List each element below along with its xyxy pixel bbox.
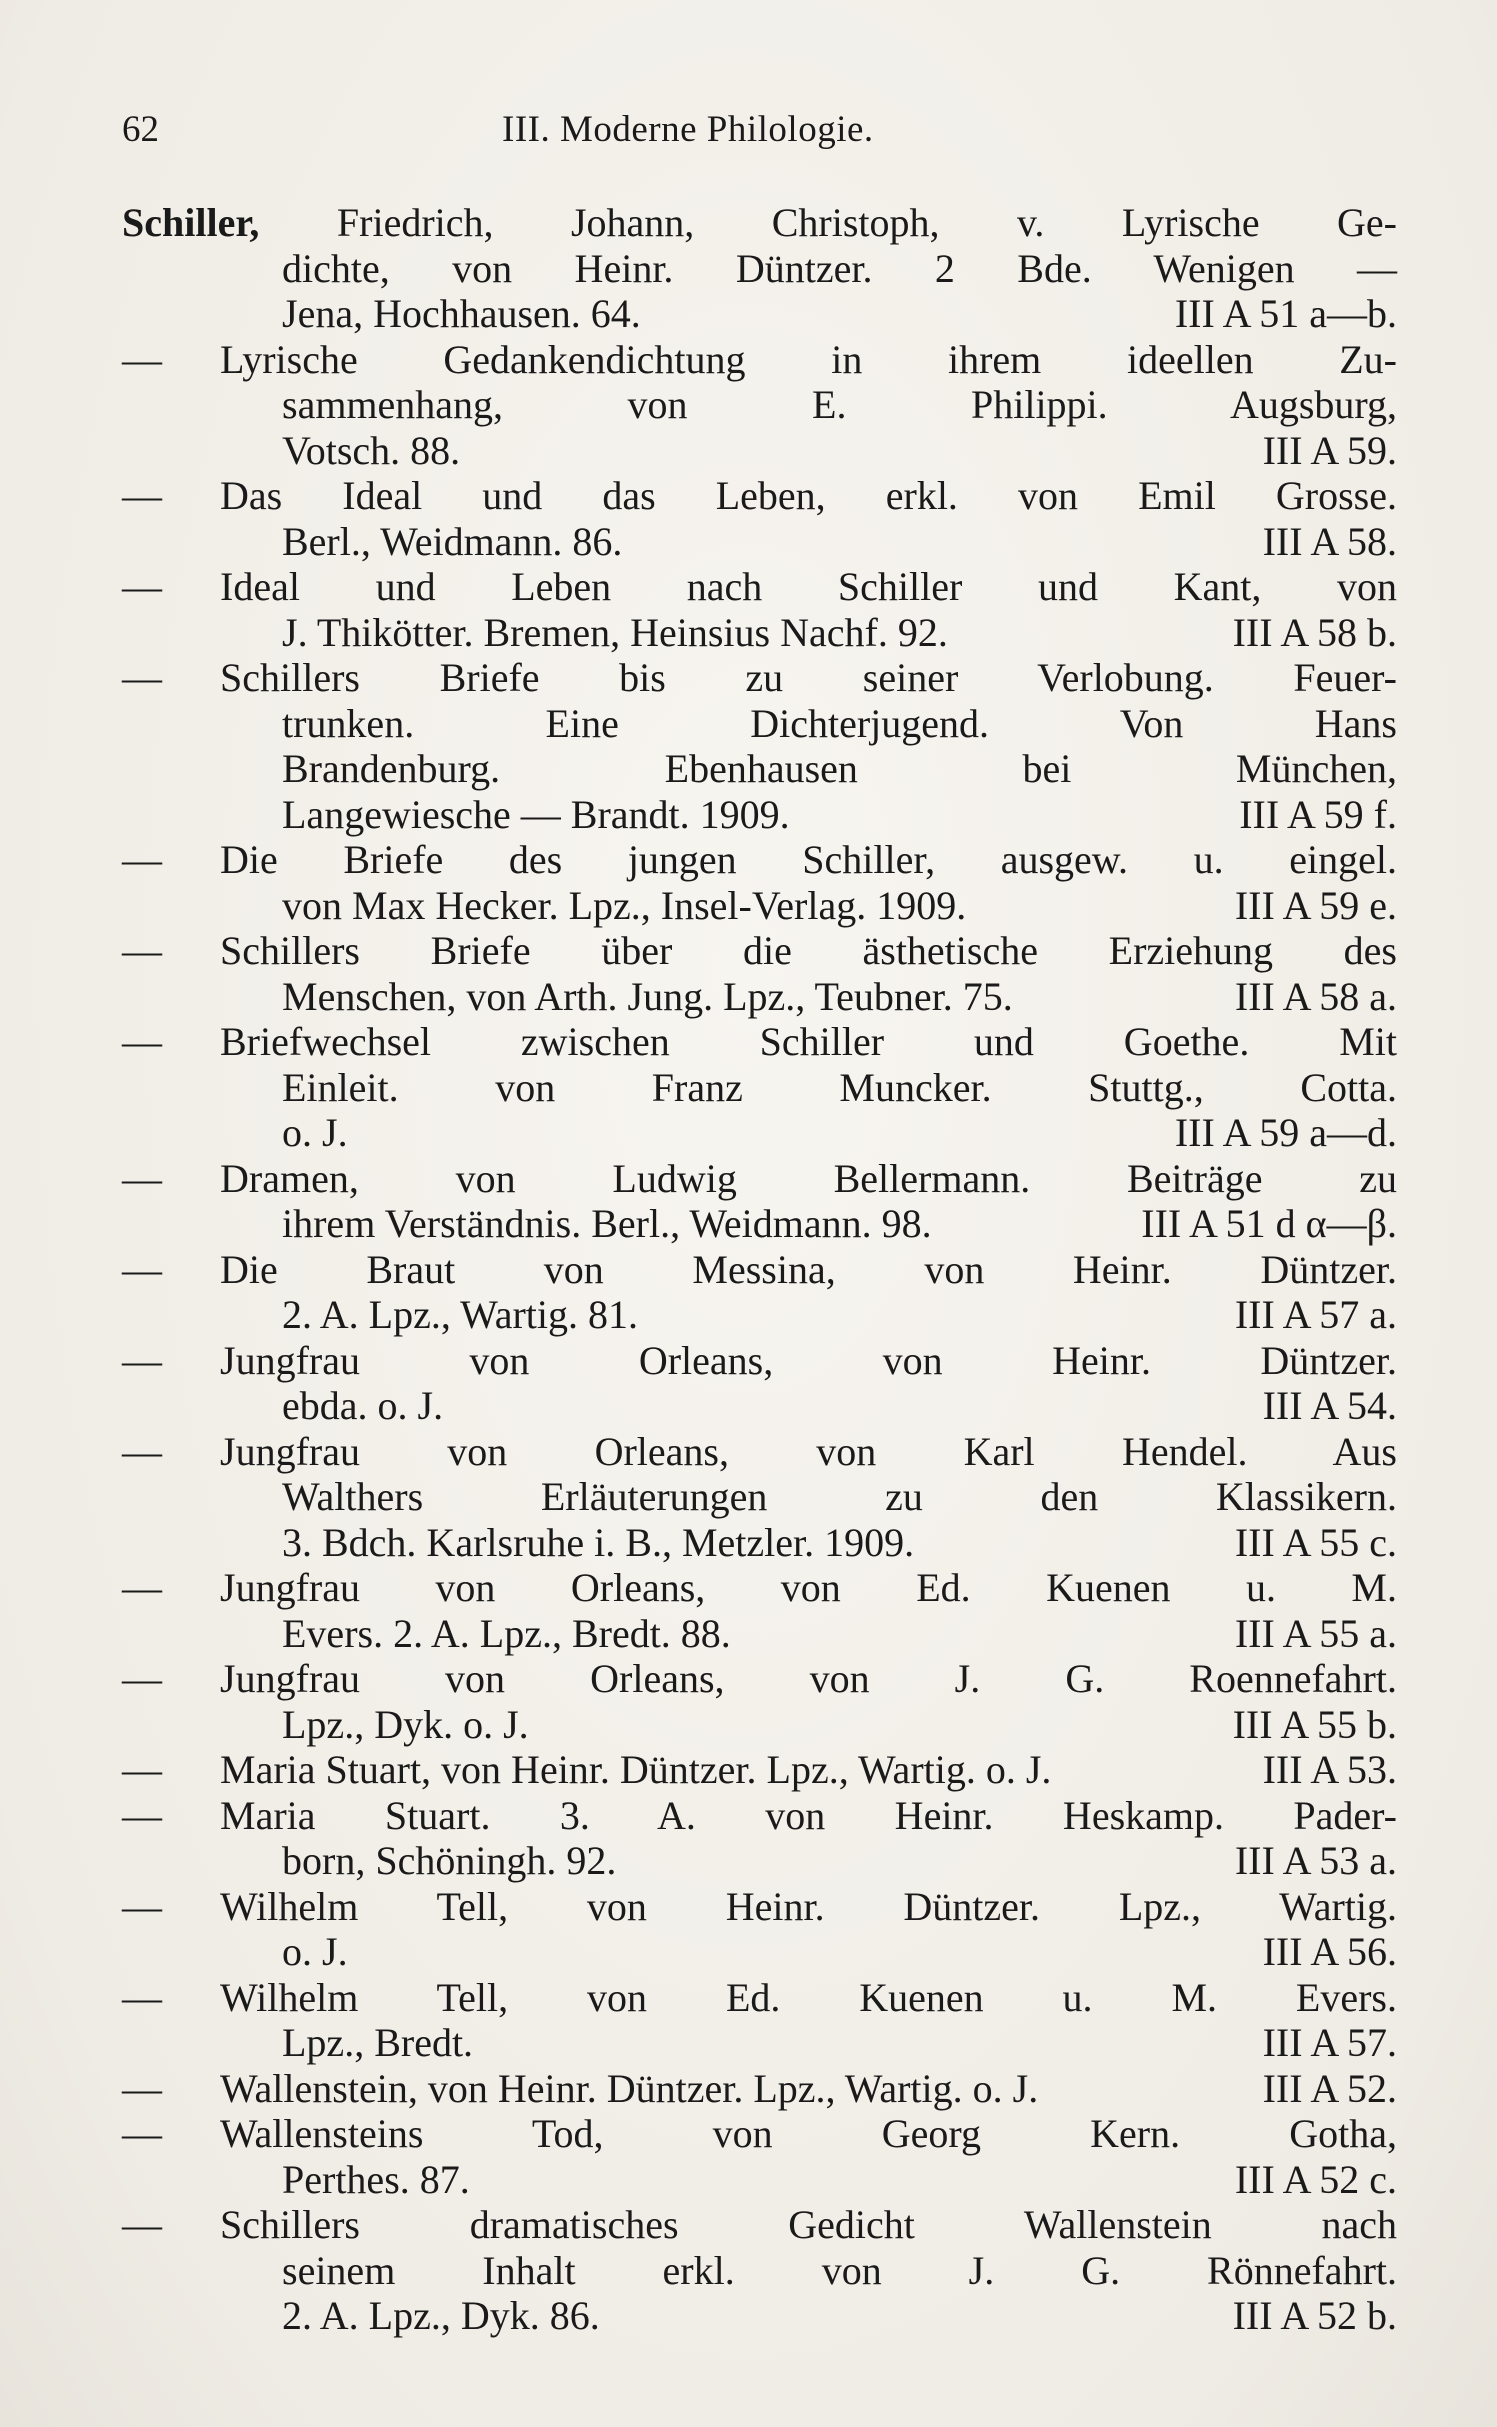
shelf-signature: III A 58 b. — [1232, 609, 1397, 655]
entry-line — [122, 883, 1397, 929]
shelf-signature: III A 57 a. — [1234, 1292, 1397, 1337]
bibliography-entry — [122, 1884, 1397, 1975]
bibliography-entry — [122, 1338, 1397, 1429]
ditto-dash: — — [122, 1792, 162, 1838]
entry-line-text-wrap — [282, 2020, 1243, 2066]
entry-line-text-wrap — [122, 2202, 1397, 2248]
entry-text: ebda. o. J. — [282, 1383, 444, 1428]
entry-text: Jungfrau von Orleans, von J. G. Roennefahrt. — [220, 1656, 1397, 1701]
entry-line — [122, 246, 1397, 292]
entry-line — [122, 655, 1397, 701]
entry-line — [122, 1656, 1397, 1702]
ditto-dash: — — [122, 1337, 162, 1383]
entry-line-text-wrap — [122, 1565, 1397, 1611]
entry-line-text-wrap — [122, 1747, 1243, 1793]
entry-line — [122, 1383, 1397, 1429]
entry-line — [122, 1429, 1397, 1475]
shelf-signature: III A 59 a—d. — [1174, 1110, 1397, 1155]
entry-text: Jungfrau von Orleans, von Karl Hendel. Aus — [220, 1428, 1397, 1474]
entry-text: von Max Hecker. Lpz., Insel-Verlag. 1909. — [282, 882, 967, 928]
entry-text: Brandenburg. Ebenhausen bei München, — [282, 746, 1397, 791]
entry-line-text-wrap — [122, 2066, 1243, 2112]
ditto-dash: — — [122, 1246, 162, 1292]
ditto-dash: — — [122, 837, 162, 882]
running-title: III. Moderne Philologie. — [502, 109, 874, 150]
entry-line-text-wrap — [122, 1975, 1397, 2021]
entry-line — [122, 200, 1397, 246]
shelf-signature: III A 58 a. — [1234, 973, 1397, 1019]
entry-line-text-wrap — [282, 1611, 1215, 1657]
entry-line — [122, 2066, 1397, 2112]
entry-line-text-wrap — [282, 1474, 1397, 1520]
entry-line — [122, 519, 1397, 565]
ditto-dash: — — [122, 2202, 162, 2247]
entry-text: Schillers dramatisches Gedicht Wallenstein nach — [220, 2202, 1397, 2247]
entry-line-text-wrap — [282, 1065, 1397, 1111]
entry-text: Briefwechsel zwischen Schiller und Goethe. Mit — [220, 1019, 1397, 1064]
shelf-signature: III A 51 a—b. — [1174, 291, 1397, 336]
entry-line-text-wrap — [282, 1201, 1121, 1247]
entry-line-text-wrap — [282, 1383, 1243, 1429]
entry-text: Maria Stuart. 3. A. von Heinr. Heskamp. Pader- — [220, 1792, 1397, 1838]
ditto-dash: — — [122, 1428, 162, 1474]
entry-text: Lyrische Gedankendichtung in ihrem ideellen Zu- — [220, 336, 1397, 382]
entry-text: Evers. 2. A. Lpz., Bredt. 88. — [282, 1610, 731, 1656]
entry-line — [122, 2202, 1397, 2248]
bibliography-entry — [122, 2111, 1397, 2202]
entry-text: Menschen, von Arth. Jung. Lpz., Teubner. 75. — [282, 973, 1013, 1019]
bibliography-entry — [122, 1793, 1397, 1884]
entry-text: sammenhang, von E. Philippi. Augsburg, — [282, 382, 1397, 427]
shelf-signature: III A 57. — [1262, 2020, 1397, 2065]
entry-line — [122, 928, 1397, 974]
bibliography-entry — [122, 837, 1397, 928]
entry-text: Das Ideal und das Leben, erkl. von Emil Grosse. — [220, 473, 1397, 518]
entry-line-text-wrap — [282, 519, 1243, 565]
entry-line-text-wrap — [122, 928, 1397, 974]
entry-line-text-wrap — [122, 564, 1397, 610]
entry-text: Lpz., Dyk. o. J. — [282, 1701, 529, 1747]
entry-text: 3. Bdch. Karlsruhe i. B., Metzler. 1909. — [282, 1519, 915, 1565]
bibliography-entry — [122, 1156, 1397, 1247]
entry-line-text-wrap — [282, 246, 1397, 292]
bibliography-entry — [122, 1975, 1397, 2066]
entry-line-text-wrap — [282, 746, 1397, 792]
entry-line — [122, 746, 1397, 792]
bibliography-entry — [122, 1747, 1397, 1793]
entry-text: J. Thikötter. Bremen, Heinsius Nachf. 92. — [282, 609, 948, 655]
entry-line-text-wrap — [122, 655, 1397, 701]
entry-text: trunken. Eine Dichterjugend. Von Hans — [282, 700, 1397, 746]
shelf-signature: III A 59 f. — [1239, 791, 1397, 837]
entry-text: Maria Stuart, von Heinr. Düntzer. Lpz., Wartig. o. J. — [220, 1747, 1052, 1792]
bibliography-entry — [122, 1247, 1397, 1338]
entry-line — [122, 1247, 1397, 1293]
shelf-signature: III A 53 a. — [1234, 1838, 1397, 1883]
entry-line-text-wrap — [122, 1656, 1397, 1702]
entry-line-text-wrap — [282, 428, 1243, 474]
entry-text: Perthes. 87. — [282, 2156, 470, 2202]
entry-line-text-wrap — [282, 701, 1397, 747]
shelf-signature: III A 53. — [1262, 1747, 1397, 1792]
entry-line-text-wrap — [282, 2248, 1397, 2294]
entry-line — [122, 1338, 1397, 1384]
entry-text: Wallensteins Tod, von Georg Kern. Gotha, — [220, 2111, 1397, 2156]
shelf-signature: III A 55 c. — [1234, 1519, 1397, 1565]
entry-line — [122, 974, 1397, 1020]
shelf-signature: III A 58. — [1262, 518, 1397, 564]
ditto-dash: — — [122, 473, 162, 518]
ditto-dash: — — [122, 564, 162, 609]
entry-text: Walthers Erläuterungen zu den Klassikern. — [282, 1474, 1397, 1519]
entry-line — [122, 564, 1397, 610]
page-header — [122, 108, 1372, 168]
ditto-dash: — — [122, 1565, 162, 1610]
shelf-signature: III A 54. — [1262, 1383, 1397, 1428]
entry-line — [122, 382, 1397, 428]
entry-headword: Schiller, — [122, 200, 337, 245]
entry-line — [122, 1565, 1397, 1611]
bibliography-entry — [122, 655, 1397, 837]
shelf-signature: III A 55 a. — [1234, 1610, 1397, 1656]
shelf-signature: III A 52 b. — [1232, 2293, 1397, 2338]
bibliography-entry — [122, 928, 1397, 1019]
entry-line-text-wrap — [122, 1429, 1397, 1475]
entry-text: o. J. — [282, 1110, 348, 1155]
entry-line — [122, 1702, 1397, 1748]
bibliography-entry — [122, 1429, 1397, 1566]
entry-line — [122, 1292, 1397, 1338]
shelf-signature: III A 55 b. — [1232, 1701, 1397, 1747]
ditto-dash: — — [122, 1155, 162, 1201]
entry-line — [122, 1065, 1397, 1111]
bibliography-entries — [122, 200, 1397, 2339]
entry-line — [122, 2157, 1397, 2203]
entry-line — [122, 428, 1397, 474]
bibliography-entry — [122, 1565, 1397, 1656]
entry-line — [122, 473, 1397, 519]
bibliography-entry — [122, 2066, 1397, 2112]
entry-text: 2. A. Lpz., Dyk. 86. — [282, 2293, 600, 2338]
entry-line — [122, 1201, 1397, 1247]
bibliography-entry — [122, 1656, 1397, 1747]
entry-text: Die Briefe des jungen Schiller, ausgew. u. eingel. — [220, 837, 1397, 882]
entry-line — [122, 1019, 1397, 1065]
entry-line — [122, 1747, 1397, 1793]
entry-line-text-wrap — [122, 1793, 1397, 1839]
entry-line-text-wrap — [282, 792, 1219, 838]
entry-text: Schillers Briefe über die ästhetische Erziehung des — [220, 928, 1397, 973]
entry-line — [122, 1520, 1397, 1566]
entry-text: Wallenstein, von Heinr. Düntzer. Lpz., Wartig. o. J. — [220, 2065, 1039, 2111]
entry-text: Einleit. von Franz Muncker. Stuttg., Cotta. — [282, 1064, 1397, 1110]
shelf-signature: III A 59. — [1262, 427, 1397, 473]
entry-line — [122, 1474, 1397, 1520]
entry-line-text-wrap — [282, 291, 1155, 337]
entry-line-text-wrap — [122, 1338, 1397, 1384]
ditto-dash: — — [122, 336, 162, 382]
ditto-dash: — — [122, 1656, 162, 1701]
entry-text: Lpz., Bredt. — [282, 2020, 474, 2065]
entry-line-text-wrap — [282, 2157, 1215, 2203]
ditto-dash: — — [122, 1019, 162, 1064]
entry-line — [122, 1929, 1397, 1975]
entry-line-text-wrap — [282, 1292, 1215, 1338]
entry-line — [122, 2293, 1397, 2339]
bibliography-entry — [122, 337, 1397, 474]
bibliography-entry — [122, 473, 1397, 564]
entry-line — [122, 1838, 1397, 1884]
entry-text: Schillers Briefe bis zu seiner Verlobung. Feuer- — [220, 655, 1397, 700]
bibliography-entry — [122, 1019, 1397, 1156]
entry-line-text-wrap — [122, 1247, 1397, 1293]
entry-line — [122, 2111, 1397, 2157]
entry-text: Votsch. 88. — [282, 427, 461, 473]
entry-line-text-wrap — [122, 837, 1397, 883]
ditto-dash: — — [122, 928, 162, 973]
entry-line — [122, 1884, 1397, 1930]
entry-line-text-wrap — [122, 1156, 1397, 1202]
entry-line — [122, 291, 1397, 337]
entry-line — [122, 701, 1397, 747]
entry-line-text-wrap — [282, 1838, 1215, 1884]
page-number: 62 — [122, 109, 159, 150]
entry-line — [122, 1611, 1397, 1657]
bibliography-entry — [122, 564, 1397, 655]
entry-text: o. J. — [282, 1929, 348, 1974]
entry-line-text-wrap — [282, 2293, 1213, 2339]
entry-text: ihrem Verständnis. Berl., Weidmann. 98. — [282, 1201, 932, 1246]
entry-text: dichte, von Heinr. Düntzer. 2 Bde. Wenigen — — [282, 245, 1397, 291]
ditto-dash: — — [122, 1883, 162, 1929]
entry-line — [122, 2020, 1397, 2066]
entry-line-text-wrap — [122, 1884, 1397, 1930]
entry-line — [122, 1156, 1397, 1202]
ditto-dash: — — [122, 2111, 162, 2156]
ditto-dash: — — [122, 1974, 162, 2020]
entry-text: seinem Inhalt erkl. von J. G. Rönnefahrt. — [282, 2247, 1397, 2293]
entry-line — [122, 792, 1397, 838]
entry-text: born, Schöningh. 92. — [282, 1838, 617, 1883]
entry-line — [122, 837, 1397, 883]
entry-line-text-wrap — [122, 337, 1397, 383]
entry-line — [122, 1793, 1397, 1839]
entry-text: Berl., Weidmann. 86. — [282, 518, 623, 564]
entry-line-text-wrap — [282, 883, 1215, 929]
shelf-signature: III A 52. — [1262, 2065, 1397, 2111]
entry-text: Langewiesche — Brandt. 1909. — [282, 791, 790, 837]
entry-text: Jungfrau von Orleans, von Heinr. Düntzer. — [220, 1337, 1397, 1383]
entry-line — [122, 1110, 1397, 1156]
entry-line — [122, 337, 1397, 383]
entry-line-text-wrap — [122, 1019, 1397, 1065]
shelf-signature: III A 56. — [1262, 1929, 1397, 1974]
entry-line-text-wrap — [122, 473, 1397, 519]
entry-text: Ideal und Leben nach Schiller und Kant, von — [220, 564, 1397, 609]
entry-text: Wilhelm Tell, von Ed. Kuenen u. M. Evers. — [220, 1974, 1397, 2020]
ditto-dash: — — [122, 1747, 162, 1792]
entry-line — [122, 2248, 1397, 2294]
entry-text: Jena, Hochhausen. 64. — [282, 291, 641, 336]
entry-text: Die Braut von Messina, von Heinr. Düntzer. — [220, 1246, 1397, 1292]
entry-line-text-wrap — [122, 200, 1397, 246]
ditto-dash: — — [122, 2065, 162, 2111]
entry-line-text-wrap — [282, 1702, 1213, 1748]
entry-text: Wilhelm Tell, von Heinr. Düntzer. Lpz., Wartig. — [220, 1883, 1397, 1929]
entry-line-text-wrap — [282, 974, 1215, 1020]
entry-line-text-wrap — [282, 1110, 1155, 1156]
entry-line-text-wrap — [122, 2111, 1397, 2157]
ditto-dash: — — [122, 655, 162, 700]
entry-text: Friedrich, Johann, Christoph, v. Lyrische Ge- — [336, 200, 1398, 245]
entry-text: Jungfrau von Orleans, von Ed. Kuenen u. M. — [220, 1565, 1397, 1610]
entry-text: 2. A. Lpz., Wartig. 81. — [282, 1292, 638, 1337]
shelf-signature: III A 52 c. — [1234, 2156, 1397, 2202]
entry-line-text-wrap — [282, 382, 1397, 428]
bibliography-entry — [122, 2202, 1397, 2339]
entry-line-text-wrap — [282, 610, 1213, 656]
bibliography-entry — [122, 200, 1397, 337]
entry-line — [122, 1975, 1397, 2021]
shelf-signature: III A 51 d α—β. — [1141, 1201, 1397, 1246]
entry-text: Dramen, von Ludwig Bellermann. Beiträge zu — [220, 1155, 1397, 1201]
entry-line-text-wrap — [282, 1520, 1215, 1566]
entry-line — [122, 610, 1397, 656]
shelf-signature: III A 59 e. — [1234, 882, 1397, 928]
entry-line-text-wrap — [282, 1929, 1243, 1975]
